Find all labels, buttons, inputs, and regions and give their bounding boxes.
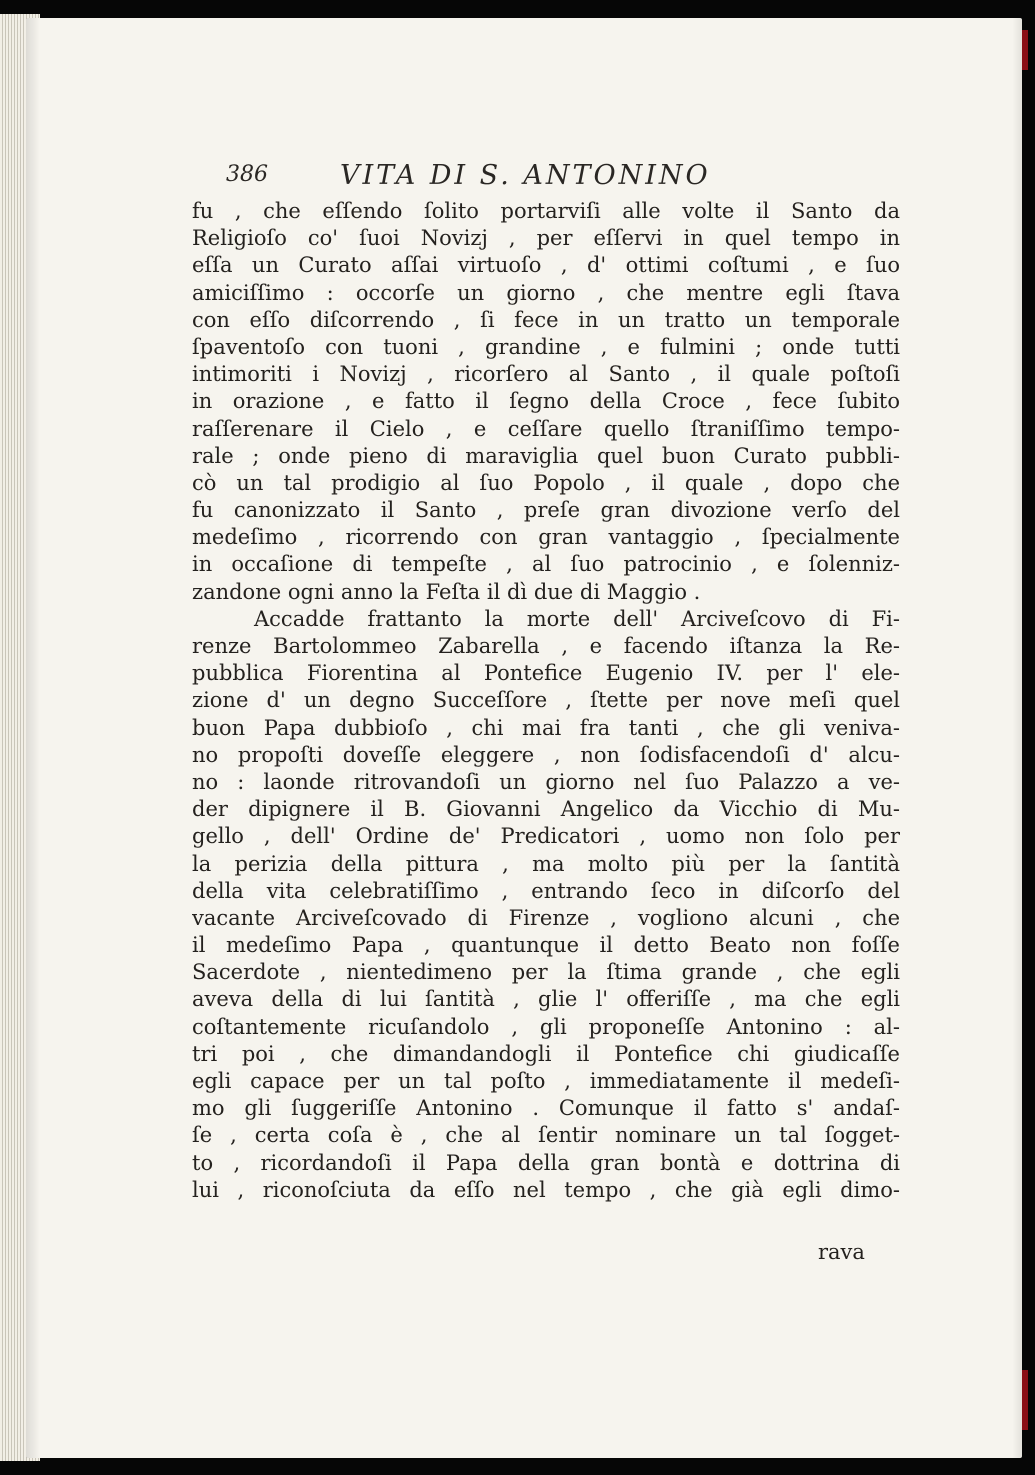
text-line: buon Papa dubbioſo , chi mai fra tanti , che gli veniva- [192,715,900,740]
gutter-shadow [26,18,40,1458]
text-line: rale ; onde pieno di maraviglia quel buon Curato pubbli- [192,443,900,468]
text-line: to , ricordandoſi il Papa della gran bontà e dottrina di [192,1150,900,1175]
text-line: raſſerenare il Cielo , e ceſſare quello ſtraniſſimo tempo- [192,416,900,441]
text-line: amiciſſimo : occorſe un giorno , che mentre egli ſtava [192,280,900,305]
text-line: cò un tal prodigio al ſuo Popolo , il quale , dopo che [192,470,900,495]
text-line: Sacerdote , nientedimeno per la ſtima grande , che egli [192,960,900,985]
red-cover-edge-bottom [1022,1370,1028,1430]
body-text [192,198,900,1204]
paragraph-start-line: Accadde frattanto la morte dell' Arciveſcovo di Fi- [254,606,900,631]
text-line: gello , dell' Ordine de' Predicatori , uomo non ſolo per [192,824,900,849]
paragraph-end-line: zandone ogni anno la Feſta il dì due di Maggio . [192,579,701,604]
text-line: pubblica Fiorentina al Pontefice Eugenio IV. per l' ele- [192,661,900,686]
running-header [226,160,786,200]
text-line: mo gli ſuggeriſſe Antonino . Comunque il fatto s' andaſ- [192,1096,900,1121]
text-line: coſtantemente ricuſandolo , gli proponeſſe Antonino : al- [192,1014,900,1039]
text-line: lui , riconoſciuta da eſſo nel tempo , che già egli dimo- [192,1177,900,1202]
text-line: no : laonde ritrovandoſi un giorno nel ſuo Palazzo a ve- [192,769,900,794]
text-line: della vita celebratiſſimo , entrando ſeco in diſcorſo del [192,878,900,903]
text-line: medeſimo , ricorrendo con gran vantaggio , ſpecialmente [192,525,900,550]
text-line: il medeſimo Papa , quantunque il detto Beato non foſſe [192,933,900,958]
text-line: aveva della di lui ſantità , glie l' offeriſſe , ma che egli [192,987,900,1012]
page-number: 386 [226,162,268,187]
edge-shadow [1012,18,1022,1458]
text-line: ſpaventoſo con tuoni , grandine , e fulmini ; onde tutti [192,334,900,359]
text-line: Religioſo co' ſuoi Novizj , per eſſervi in quel tempo in [192,226,900,251]
text-line: fu , che eſſendo ſolito portarviſi alle volte il Santo da [192,199,900,223]
text-line: con eſſo diſcorrendo , ſi fece in un tratto un temporale [192,307,900,332]
text-line: fu canonizzato il Santo , preſe gran divozione verſo del [192,498,900,523]
text-line: no propoſti doveſſe eleggere , non ſodisfacendoſi d' alcu- [192,742,900,767]
text-line: in orazione , e fatto il ſegno della Croce , fece ſubito [192,389,900,414]
text-line: renze Bartolommeo Zabarella , e facendo iſtanza la Re- [192,634,900,658]
text-line: egli capace per un tal poſto , immediatamente il medeſi- [192,1069,900,1093]
text-line: zione d' un degno Succeſſore , ſtette per nove meſi quel [192,688,900,713]
text-line: tri poi , che dimandandogli il Pontefice chi giudicaſſe [192,1041,900,1066]
text-line: vacante Arciveſcovado di Firenze , vogliono alcuni , che [192,905,900,930]
text-line: la perizia della pittura , ma molto più per la ſantità [192,851,900,876]
text-line: in occaſione di tempeſte , al ſuo patrocinio , e ſolenniz- [192,552,900,577]
running-title: VITA DI S. ANTONINO [340,160,711,191]
catchword: rava [818,1240,865,1264]
text-line: eſſa un Curato aſſai virtuoſo , d' ottimi coſtumi , e ſuo [192,253,900,278]
text-line: ſe , certa coſa è , che al ſentir nominare un tal ſogget- [192,1123,900,1148]
text-line: der dipignere il B. Giovanni Angelico da Vicchio di Mu- [192,797,900,822]
text-line: intimoriti i Novizj , ricorſero al Santo , il quale poſtoſi [192,362,900,387]
red-cover-edge-top [1022,30,1028,70]
